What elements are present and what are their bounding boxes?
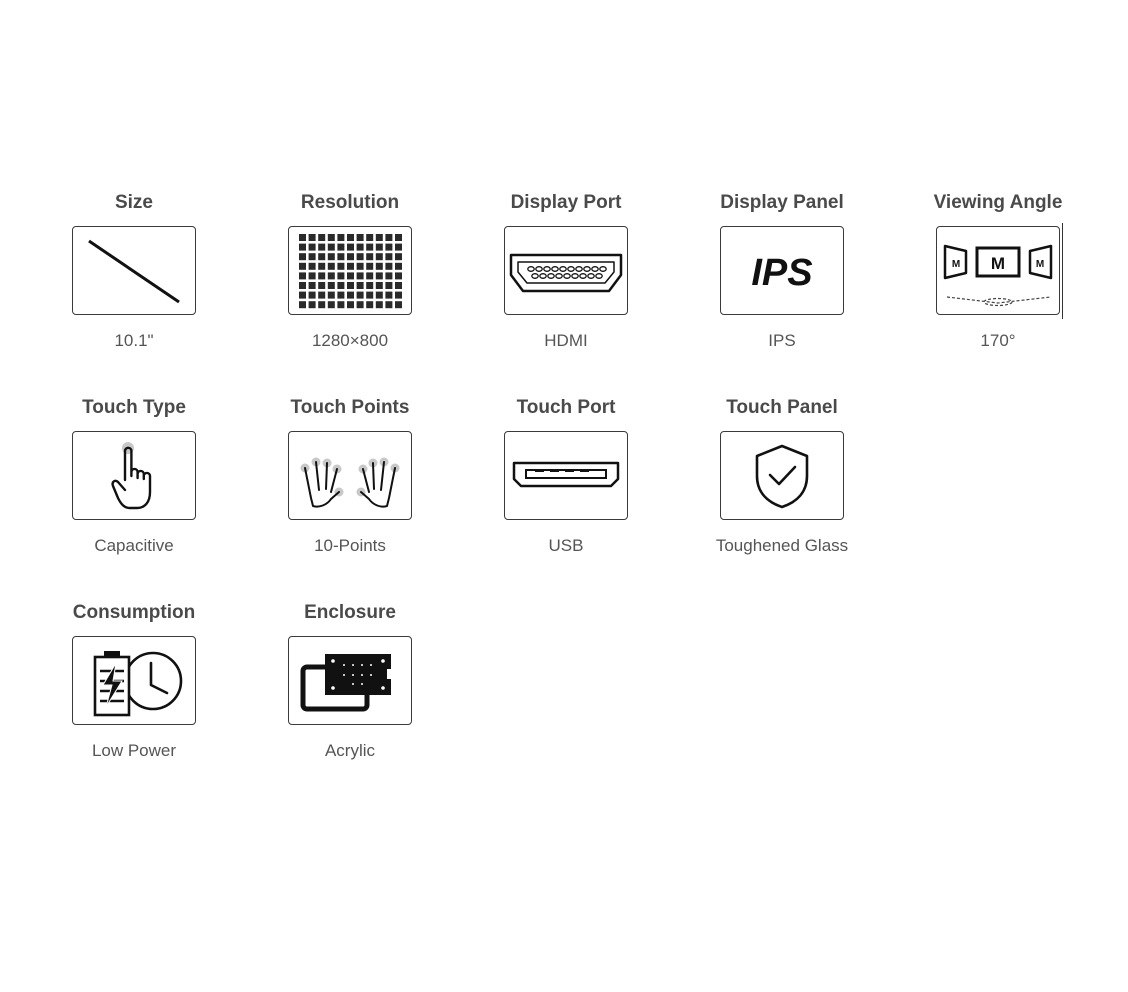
spec-grid — [26, 191, 1106, 806]
spec-icon-box — [288, 636, 412, 725]
spec-title: Touch Points — [290, 397, 410, 418]
spec-resolution — [242, 191, 458, 396]
spec-title: Viewing Angle — [933, 192, 1063, 213]
spec-title: Size — [114, 192, 154, 213]
spec-icon-box — [936, 226, 1060, 315]
acrylic-case-icon — [289, 637, 411, 724]
spec-title: Display Panel — [720, 192, 844, 213]
spec-icon-box — [72, 636, 196, 725]
spec-icon-box — [72, 431, 196, 520]
spec-row — [26, 396, 1106, 601]
battery-clock-icon — [73, 637, 195, 724]
spec-consumption — [26, 601, 242, 806]
viewing-angle-left-mark: M — [951, 259, 961, 270]
ips-text-icon — [721, 227, 843, 314]
viewing-angle-right-mark: M — [1035, 259, 1045, 270]
spec-display-port — [458, 191, 674, 396]
spec-row — [26, 191, 1106, 396]
spec-value: Low Power — [91, 741, 177, 760]
spec-touch-points — [242, 396, 458, 601]
spec-value: Capacitive — [94, 536, 174, 555]
spec-title: Enclosure — [304, 602, 396, 623]
divider — [1062, 223, 1063, 319]
spec-viewing-angle — [890, 191, 1106, 396]
spec-title: Touch Panel — [726, 397, 838, 418]
spec-icon-box — [504, 226, 628, 315]
spec-value: Acrylic — [324, 741, 376, 760]
spec-icon-box — [720, 226, 844, 315]
spec-row — [26, 601, 1106, 806]
spec-touch-type — [26, 396, 242, 601]
spec-title: Touch Type — [82, 397, 186, 418]
spec-display-panel — [674, 191, 890, 396]
spec-title: Consumption — [72, 602, 196, 623]
diagonal-size-icon — [73, 227, 195, 314]
spec-icon-box — [288, 431, 412, 520]
spec-value: IPS — [768, 331, 796, 350]
viewing-angle-center-mark: M — [990, 254, 1006, 273]
spec-title: Display Port — [510, 192, 622, 213]
spec-value: 1280×800 — [311, 331, 389, 350]
spec-enclosure — [242, 601, 458, 806]
spec-icon-box — [72, 226, 196, 315]
spec-touch-panel — [674, 396, 890, 601]
spec-touch-port — [458, 396, 674, 601]
spec-title: Resolution — [300, 192, 400, 213]
shield-check-icon — [721, 432, 843, 519]
spec-size — [26, 191, 242, 396]
viewing-angle-icon — [937, 227, 1059, 314]
spec-icon-box — [288, 226, 412, 315]
ips-icon-label: IPS — [751, 252, 813, 294]
usb-port-icon — [505, 432, 627, 519]
hdmi-port-icon — [505, 227, 627, 314]
multi-touch-hands-icon — [289, 432, 411, 519]
spec-icon-box — [720, 431, 844, 520]
spec-value: HDMI — [544, 331, 588, 350]
spec-title: Touch Port — [516, 397, 616, 418]
spec-value: Toughened Glass — [715, 536, 849, 555]
pixel-grid-icon — [289, 227, 411, 314]
spec-value: 10.1" — [114, 331, 154, 350]
spec-value: 170° — [980, 331, 1016, 350]
spec-value: USB — [548, 536, 584, 555]
finger-touch-icon — [73, 432, 195, 519]
spec-value: 10-Points — [314, 536, 386, 555]
spec-icon-box — [504, 431, 628, 520]
